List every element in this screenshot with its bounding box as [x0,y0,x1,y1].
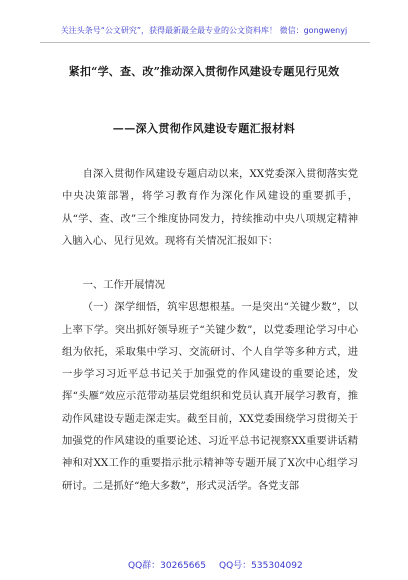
header-banner: 关注头条号“公文研究”，获得最新最全最专业的公文资料库！ 微信：gongwenyj [60,26,348,35]
section-1-block [62,274,358,497]
header-divider [40,42,370,43]
intro-paragraph: 自深入贯彻作风建设专题启动以来，XX党委深入贯彻落实党中央决策部署，将学习教育作为深化作风建设的重要抓手，从“学、查、改”三个维度协同发力，持续推动中央八项规定精神入脑入心、见行见效。现将有关情况汇报如下： [62,168,358,247]
section-heading: 一、工作开展情况 [82,279,165,291]
intro-block [62,163,358,252]
document-title: 紧扣“学、查、改”推动深入贯彻作风建设专题见行见效 [68,65,340,78]
footer-qq-number: QQ号：535304092 [219,561,303,571]
document-subtitle: ——深入贯彻作风建设专题汇报材料 [112,122,296,135]
footer-qq-group: QQ群：30265665 [128,561,206,571]
body-paragraph: （一）深学细悟，筑牢思想根基。一是突出“关键少数”，以上率下学。突出抓好领导班子“关键少数”，以党委理论学习中心组为依托，采取集中学习、交流研讨、个人自学等多种方式，进一步学习习近平总书记关于加强党的作风建设的重要论述，发挥“头雁”效应示范带动基层党组织和党员认真开展学习教育，推动作风建设专题走深走实。截至目前，XX党委围绕学习贯彻关于加强党的作风建设的重要论述、习近平总书记视察XX重要讲话精神和对XX工作的重要指示批示精神等专题开展了X次中心组学习研讨。二是抓好“绝大多数”，形式灵活学。各党支部 [62,301,358,492]
